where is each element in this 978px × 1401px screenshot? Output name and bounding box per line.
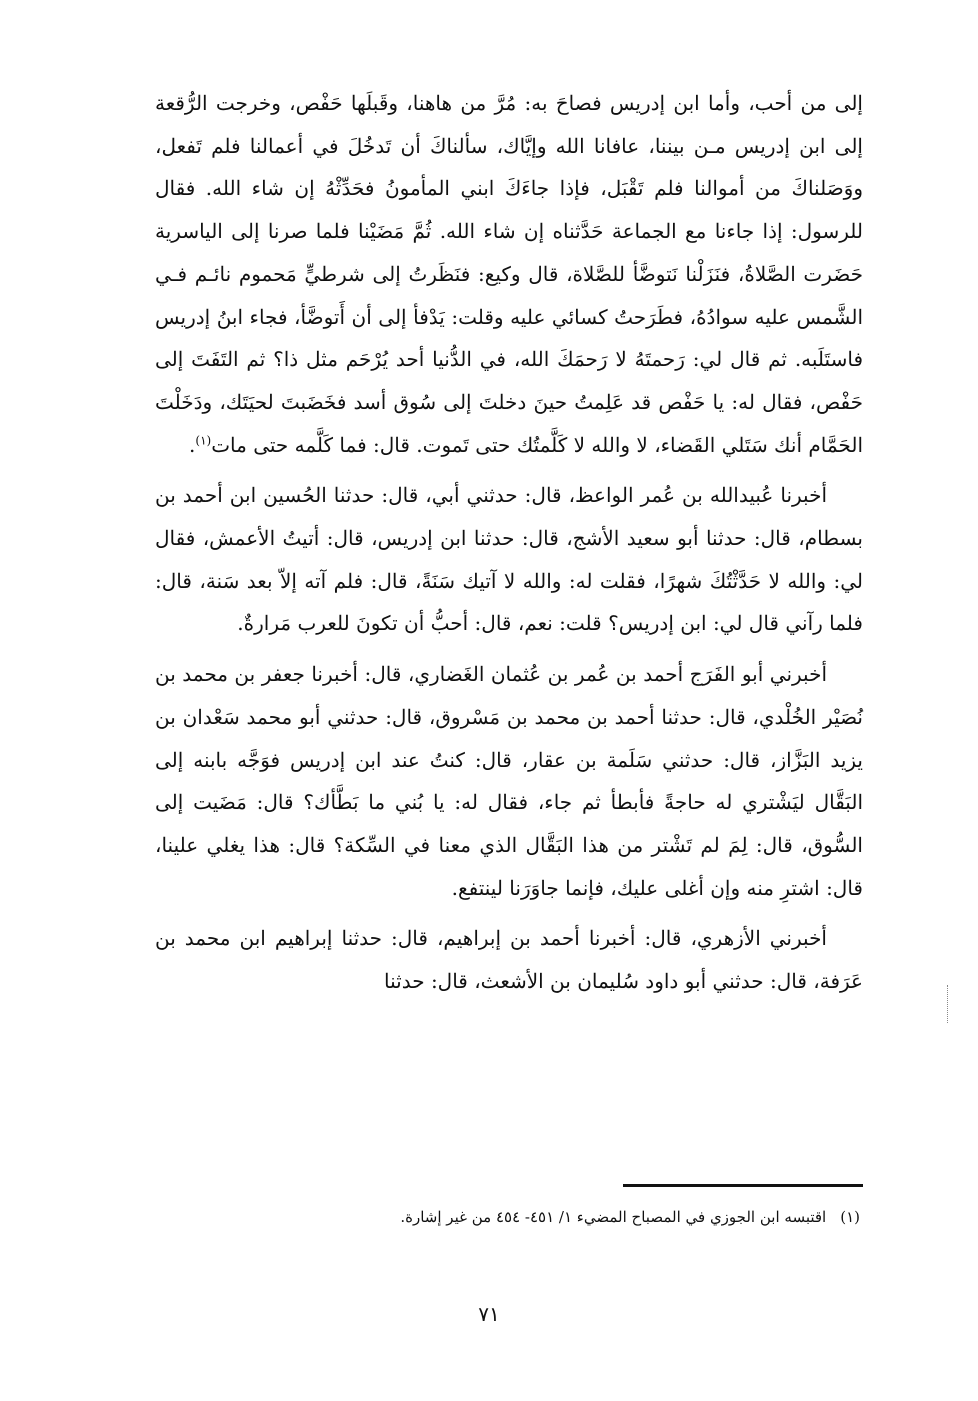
paragraph-3: أخبرني أبو الفَرَج أحمد بن عُمر بن عُثمان الغَضاري، قال: أخبرنا جعفر بن محمد بن نُصَيْر الخُلْدي، قال: حدثنا أحمد بن محمد بن مَسْروق، قال: حدثني أبو محمد سَعْدان بن يزيد البَزَّاز، قال: حدثني سَلَمة بن عقار، قال: كنتُ عند ابن إدريس فوَجَّه بابنه إلى البَقَّال ليَشْتري له حاجةً فأبطأ ثم جاء، فقال له: يا بُني ما بَطَّأك؟ قال: مَضَيت إلى السُّوق، قال: لِمَ لم تَشْتر من هذا البَقَّال الذي معنا في السِّكة؟ قال: هذا يغلي علينا، قال: اشترِ منه وإن أغلى عليك، فإنما جاوَرَنا لينتفع. <box>155 662 863 900</box>
paragraph-4: أخبرني الأزهري، قال: أخبرنا أحمد بن إبراهيم، قال: حدثنا إبراهيم ابن محمد بن عَرَفة، قال: حدثني أبو داود سُليمان بن الأشعث، قال: حدثنا <box>155 926 863 994</box>
paragraph-1-text: إلى من أحب، وأما ابن إدريس فصاحَ به: مُرَّ من هاهنا، وقَبلَها حَفْص، وخرجت الرُّقعة إلى ابن إدريس مـن بيننا، عافانا الله وإيَّاك، سألناكَ أن تَدخُلَ في أعمالنا فلم تَفعل، ووَصَلناكَ من أموالنا فلم تَقْبَل، فإذا جاءَكَ ابني المأمونُ فحَدِّثْهُ إن شاء الله. فقال للرسول: إذا جاءنا مع الجماعة حَدَّثناه إن شاء الله. ثُمَّ مَضَيْنا فلما صرنا إلى الياسرية حَضَرت الصَّلاةُ، فنَزَلْنا نَتوضَّأ للصَّلاة، قال وكيع: فنَظَرتُ إلى شرطيٍّ مَحموم نائـم فـي الشَّمس عليه سوادُهُ، فطَرَحتُ كسائي عليه وقلت: يَدْفأ إلى أن أَتوضَّأ، فجاء ابنُ إدريس فاستَلَبه. ثم قال لي: رَحمتَهُ لا رَحمَكَ الله، في الدُّنيا أحد يُرْحَم مثل ذا؟ ثم التَفَتَ إلى حَفْص، فقال له: يا حَفْص قد عَلِمتُ حينَ دخلتَ إلى سُوق أسد فخَضَبتَ لحيَتَك، ودَخَلْتَ الحَمَّام أنك سَتَلي القَضاء، لا والله لا كَلَّمتُك حتى تَموت. قال: فما كَلَّمه حتى مات <box>155 91 863 457</box>
footnote-reference-marker: (١) <box>195 432 212 447</box>
paragraph-2: أخبرنا عُبيدالله بن عُمر الواعظ، قال: حدثني أبي، قال: حدثنا الحُسين ابن أحمد بن بسطام، قال: حدثنا أبو سعيد الأشج، قال: حدثنا ابن إدريس، قال: أتيتُ الأعمش، فقال لي: والله لا حَدَّثْتُكَ شهرًا، فقلت له: والله لا آتيك سَنَةً، قال: فلم آته إلاّ بعد سَنة، قال: فلما رآني قال لي: ابن إدريس؟ قلت: نعم، قال: أحبُّ أن تكونَ للعرب مَرارةٌ. <box>155 483 863 636</box>
footnote-number: (١) <box>840 1208 860 1226</box>
paragraph-1-end: . <box>189 432 196 457</box>
paragraph-1 <box>155 82 863 466</box>
footnote <box>160 1203 860 1231</box>
page-number: ٧١ <box>478 1302 500 1326</box>
main-text <box>155 82 863 1011</box>
footnote-separator <box>623 1184 863 1187</box>
footnote-text: اقتبسه ابن الجوزي في المصباح المضيء ١/ ٤٥١- ٤٥٤ من غير إشارة. <box>400 1208 827 1226</box>
scan-artifact <box>947 985 948 1023</box>
